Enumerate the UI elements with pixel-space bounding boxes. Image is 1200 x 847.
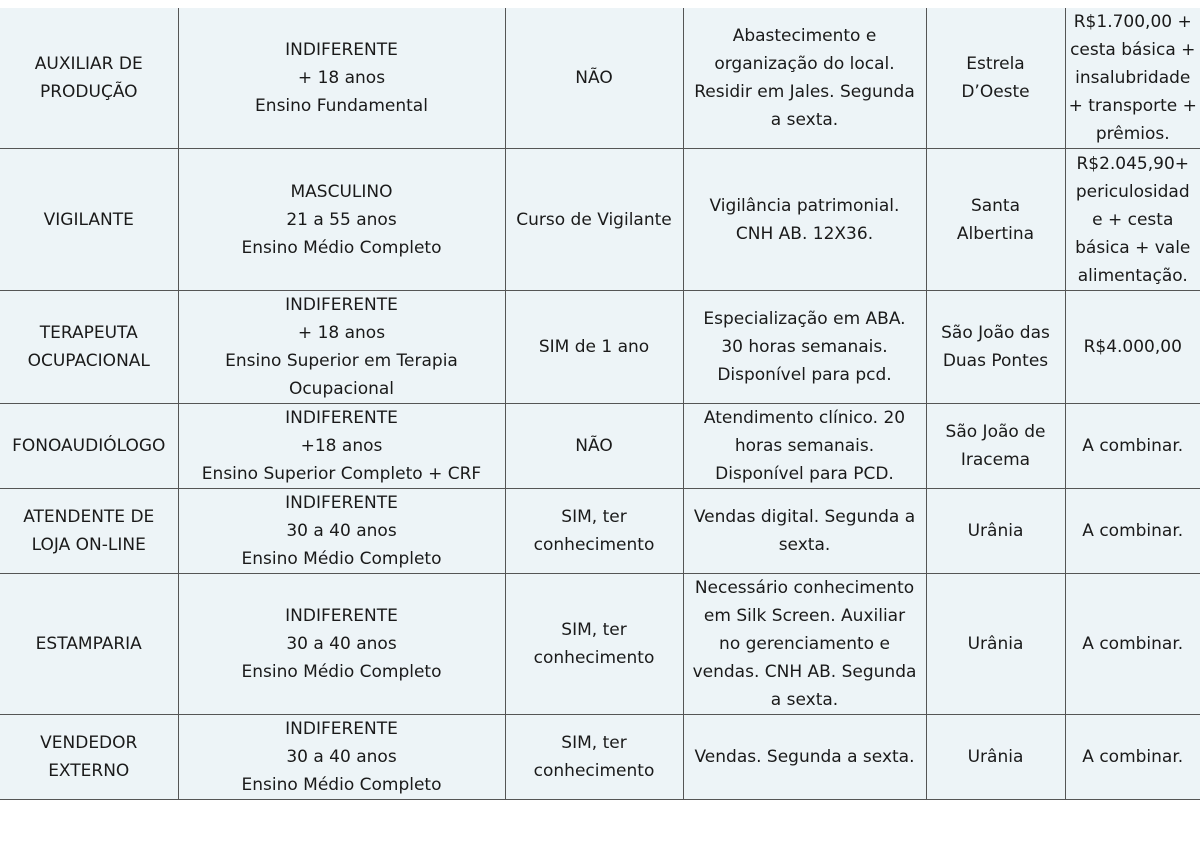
city-cell: Santa Albertina <box>926 149 1065 291</box>
job-title-cell: TERAPEUTA OCUPACIONAL <box>0 291 178 404</box>
salary-cell: A combinar. <box>1065 715 1200 800</box>
table-row <box>0 574 1200 715</box>
requirements-cell: INDIFERENTE 30 a 40 anos Ensino Médio Completo <box>178 574 505 715</box>
experience-cell: SIM de 1 ano <box>505 291 683 404</box>
description-cell: Vigilância patrimonial. CNH AB. 12X36. <box>683 149 926 291</box>
city-cell: Estrela D’Oeste <box>926 8 1065 149</box>
salary-cell: A combinar. <box>1065 404 1200 489</box>
table-row <box>0 404 1200 489</box>
experience-cell: NÃO <box>505 8 683 149</box>
salary-cell: R$4.000,00 <box>1065 291 1200 404</box>
table-row <box>0 8 1200 149</box>
requirements-cell: INDIFERENTE +18 anos Ensino Superior Completo + CRF <box>178 404 505 489</box>
requirements-cell: INDIFERENTE 30 a 40 anos Ensino Médio Completo <box>178 489 505 574</box>
table-row <box>0 715 1200 800</box>
experience-cell: NÃO <box>505 404 683 489</box>
experience-cell: SIM, ter conhecimento <box>505 715 683 800</box>
salary-cell: R$2.045,90+ periculosidad e + cesta básica + vale alimentação. <box>1065 149 1200 291</box>
city-cell: Urânia <box>926 715 1065 800</box>
requirements-cell: INDIFERENTE 30 a 40 anos Ensino Médio Completo <box>178 715 505 800</box>
description-cell: Vendas. Segunda a sexta. <box>683 715 926 800</box>
requirements-cell: MASCULINO 21 a 55 anos Ensino Médio Completo <box>178 149 505 291</box>
job-openings-table <box>0 8 1200 800</box>
table-row <box>0 149 1200 291</box>
description-cell: Atendimento clínico. 20 horas semanais. Disponível para PCD. <box>683 404 926 489</box>
description-cell: Abastecimento e organização do local. Residir em Jales. Segunda a sexta. <box>683 8 926 149</box>
city-cell: Urânia <box>926 489 1065 574</box>
table-row <box>0 489 1200 574</box>
city-cell: São João de Iracema <box>926 404 1065 489</box>
experience-cell: Curso de Vigilante <box>505 149 683 291</box>
job-title-cell: FONOAUDIÓLOGO <box>0 404 178 489</box>
salary-cell: A combinar. <box>1065 574 1200 715</box>
description-cell: Vendas digital. Segunda a sexta. <box>683 489 926 574</box>
job-title-cell: VENDEDOR EXTERNO <box>0 715 178 800</box>
table-row <box>0 291 1200 404</box>
job-title-cell: VIGILANTE <box>0 149 178 291</box>
city-cell: São João das Duas Pontes <box>926 291 1065 404</box>
description-cell: Necessário conhecimento em Silk Screen. Auxiliar no gerenciamento e vendas. CNH AB. Segunda a sexta. <box>683 574 926 715</box>
experience-cell: SIM, ter conhecimento <box>505 574 683 715</box>
job-title-cell: AUXILIAR DE PRODUÇÃO <box>0 8 178 149</box>
description-cell: Especialização em ABA. 30 horas semanais. Disponível para pcd. <box>683 291 926 404</box>
experience-cell: SIM, ter conhecimento <box>505 489 683 574</box>
job-title-cell: ATENDENTE DE LOJA ON-LINE <box>0 489 178 574</box>
requirements-cell: INDIFERENTE + 18 anos Ensino Fundamental <box>178 8 505 149</box>
city-cell: Urânia <box>926 574 1065 715</box>
salary-cell: R$1.700,00 + cesta básica + insalubridade + transporte + prêmios. <box>1065 8 1200 149</box>
requirements-cell: INDIFERENTE + 18 anos Ensino Superior em Terapia Ocupacional <box>178 291 505 404</box>
salary-cell: A combinar. <box>1065 489 1200 574</box>
job-title-cell: ESTAMPARIA <box>0 574 178 715</box>
